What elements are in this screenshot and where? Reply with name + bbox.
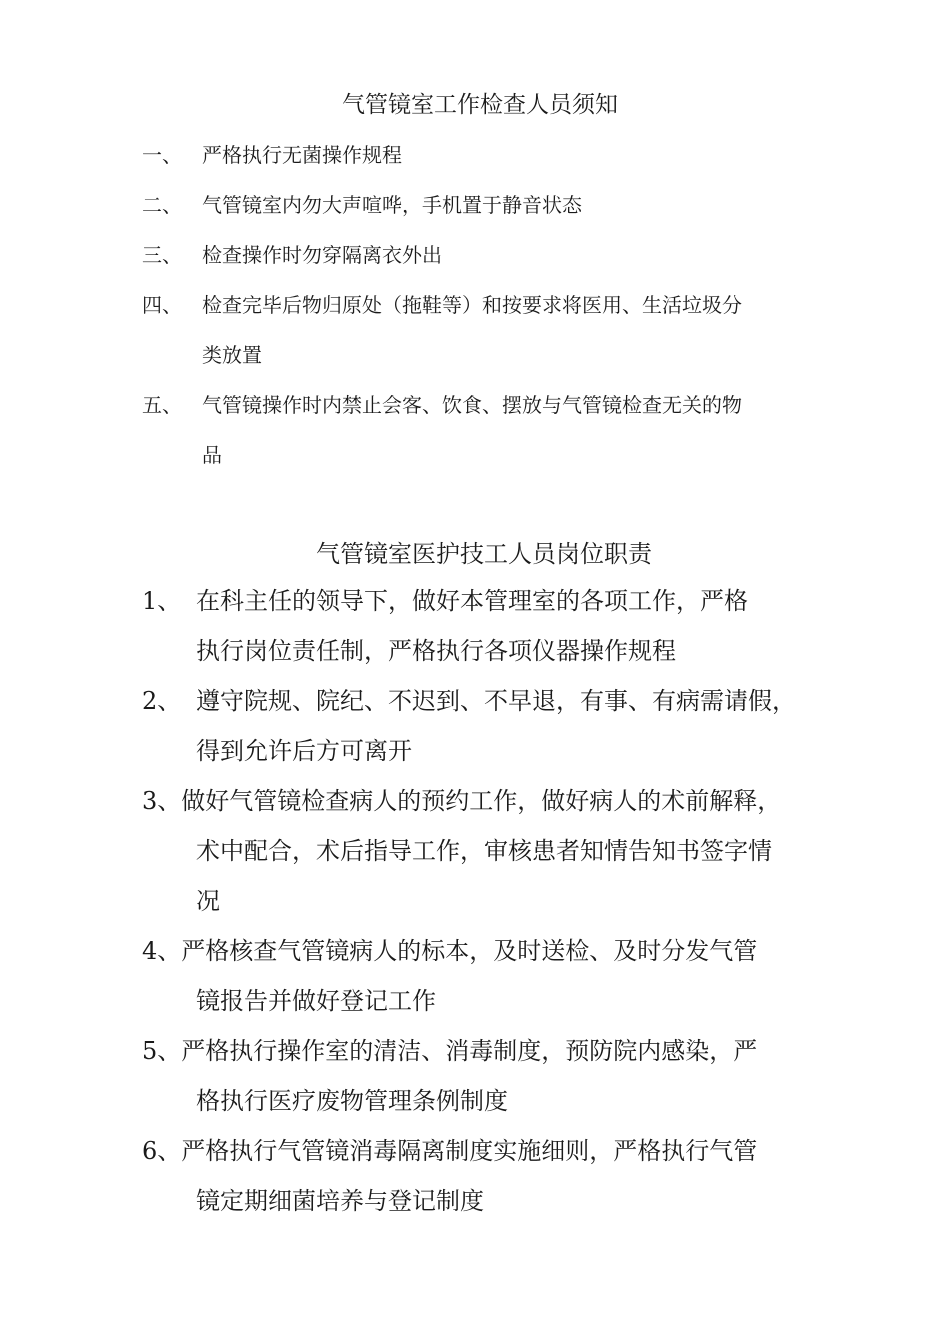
item-text: 格执行医疗废物管理条例制度: [196, 1087, 508, 1115]
list-item: [142, 130, 822, 180]
list-item: [142, 1126, 822, 1226]
list-item: [142, 676, 822, 776]
item-text: 严格执行无菌操作规程: [202, 143, 402, 167]
item-text: 执行岗位责任制，严格执行各项仪器操作规程: [196, 637, 676, 665]
item-text: 气管镜室内勿大声喧哗，手机置于静音状态: [202, 193, 582, 217]
item-text: 在科主任的领导下，做好本管理室的各项工作，严格: [196, 587, 748, 615]
section2-title: 气管镜室医护技工人员岗位职责: [316, 540, 652, 568]
list-item: [142, 1026, 822, 1126]
item-number: 一、: [142, 143, 182, 167]
item-text: 3、做好气管镜检查病人的预约工作，做好病人的术前解释，: [142, 787, 782, 815]
item-text: 镜报告并做好登记工作: [196, 987, 436, 1015]
item-text: 6、严格执行气管镜消毒隔离制度实施细则，严格执行气管: [142, 1137, 758, 1165]
item-text: 5、严格执行操作室的清洁、消毒制度，预防院内感染，严: [142, 1037, 758, 1065]
item-number: 三、: [142, 243, 182, 267]
item-text: 况: [196, 887, 220, 915]
list-item: [142, 776, 822, 926]
item-number: 五、: [142, 393, 182, 417]
item-text: 得到允许后方可离开: [196, 737, 412, 765]
list-item: [142, 576, 822, 676]
list-item: [142, 926, 822, 1026]
item-text: 4、严格核查气管镜病人的标本，及时送检、及时分发气管: [142, 937, 758, 965]
item-text: 检查操作时勿穿隔离衣外出: [202, 243, 442, 267]
item-text: 术中配合，术后指导工作，审核患者知情告知书签字情: [196, 837, 772, 865]
list-item: [142, 280, 822, 380]
item-number: 1、: [142, 587, 182, 615]
item-text: 气管镜操作时内禁止会客、饮食、摆放与气管镜检查无关的物: [202, 393, 742, 417]
list-item: [142, 380, 822, 480]
item-text: 镜定期细菌培养与登记制度: [196, 1187, 484, 1215]
list-item: [142, 180, 822, 230]
item-text: 品: [202, 443, 222, 467]
item-text: 遵守院规、院纪、不迟到、不早退，有事、有病需请假，: [196, 687, 796, 715]
item-number: 二、: [142, 193, 182, 217]
item-number: 四、: [142, 293, 182, 317]
item-text: 类放置: [202, 343, 262, 367]
section1-title: 气管镜室工作检查人员须知: [342, 92, 618, 118]
item-text: 检查完毕后物归原处（拖鞋等）和按要求将医用、生活垃圾分: [202, 293, 742, 317]
list-item: [142, 230, 822, 280]
item-number: 2、: [142, 687, 182, 715]
